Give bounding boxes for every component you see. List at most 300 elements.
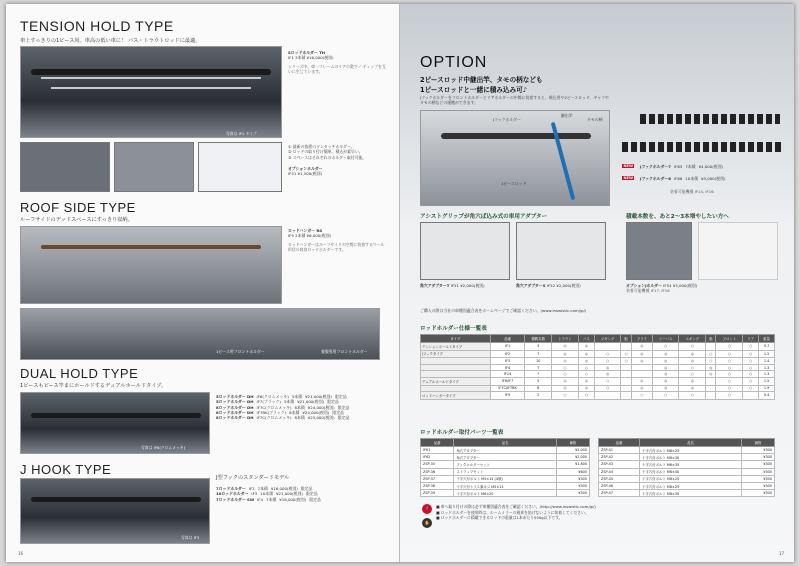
spec-cell: ○ (621, 350, 631, 358)
parts-cell: ¥1,800 (556, 461, 589, 468)
option-label-hook: Jフックホルダー (493, 117, 521, 122)
jhook-item-model: IF3 (251, 491, 258, 497)
rod-line (41, 77, 261, 79)
roofside-label-a: 1ピース用フロントホルダー (216, 349, 265, 354)
spec-cell: ○ (716, 392, 743, 400)
parts-title: ロッドホルダー取付パーツ一覧表 (420, 430, 504, 436)
new-badge: NEW (623, 176, 633, 180)
dual-photo (20, 392, 210, 454)
grip-head: アシストグリップが角穴ば込み式の車用アダプター (420, 214, 548, 220)
jhook-item-tag: 限定品 (305, 491, 318, 497)
parts-header-cell: 品名 (454, 439, 556, 447)
spec-cell: ◎ (552, 358, 579, 365)
spec-cell: ○ (706, 350, 716, 358)
parts-cell: ZSP-44 (599, 468, 640, 475)
spec-cell: ○ (679, 364, 706, 371)
table-row (599, 447, 775, 454)
spec-header-cell: フライ (631, 335, 652, 343)
extra-model: IF54 (663, 283, 672, 288)
left-page (6, 4, 400, 562)
spec-cell (706, 385, 716, 392)
spec-cell: ◎ (631, 358, 652, 365)
spec-cell: IF7C/IF7BK (490, 385, 524, 392)
tension-thumb-3 (198, 142, 282, 192)
dual-item-price: ¥24,000(税別) (307, 404, 335, 410)
right-page-number: 17 (778, 551, 784, 556)
grip-adapter-t-image (420, 222, 510, 280)
dual-item-row (216, 415, 392, 420)
spec-cell: IF3 (490, 358, 524, 365)
parts-table-right (598, 438, 775, 497)
dual-item-tag: 限定品 (337, 404, 350, 410)
roofside-title: ROOF SIDE TYPE (20, 200, 136, 215)
spec-cell: ◎ (652, 358, 679, 365)
tension-product (288, 50, 388, 61)
parts-cell: 十字穴付ボルト M6×25 (640, 447, 742, 454)
spec-header-cell: シーバス (652, 335, 679, 343)
spec-cell: Jフックタイプ (421, 350, 491, 358)
spec-header-cell: エギング (679, 335, 706, 343)
roofside-model: IF9 2本積 (288, 233, 306, 239)
table-row (599, 490, 775, 497)
spec-cell: 3 (525, 343, 552, 351)
jhook-item-price: ¥18,000(税別) (279, 496, 307, 502)
parts-cell: ¥300 (556, 482, 589, 489)
parts-cell: ¥2,000 (556, 447, 589, 454)
dual-item-model: IF7C(クロムメッキ) (256, 415, 292, 421)
spec-header-cell: リア (743, 335, 759, 343)
spec-cell (621, 364, 631, 371)
option-head-2: 1ピースロッドと一緒に積み込み可♪ (420, 86, 527, 94)
jhook-item-count: 10本積 (260, 491, 274, 497)
spec-cell: ○ (652, 343, 679, 351)
parts-cell: 十字穴付ボルト M8×25 (640, 482, 742, 489)
spec-cell: ○ (743, 385, 759, 392)
spec-header-cell: フロント (716, 335, 743, 343)
jhook-photo (20, 478, 210, 544)
spec-cell: 0.4 (759, 392, 775, 400)
option-label-front: 1ピースロッド (501, 181, 527, 186)
dual-item-tag: 限定品 (332, 409, 344, 415)
dual-photo-caption: 写真は IF6(クロムメッキ) (141, 445, 186, 450)
parts-cell: ZSP-36 (421, 468, 454, 475)
spec-cell: ◎ (578, 343, 594, 351)
jhook-photo-caption: 写真は IF3 (181, 535, 200, 540)
note-line: ■ ロッドホルダーを使用時は、ルームミラーの視界を妨げないように装着してください。 (436, 509, 589, 515)
spec-cell: 7 (525, 350, 552, 358)
catalog-spread (6, 4, 794, 562)
spec-cell: ◎ (578, 350, 594, 358)
dual-item-price: ¥21,000(税別) (305, 394, 332, 399)
spec-cell: 1.3 (759, 371, 775, 378)
spec-cell: テンションホールドタイプ (421, 343, 491, 351)
dual-item-model: IF7C(クロムメッキ) (256, 404, 292, 410)
jhook-item-tag: 限定品 (309, 496, 321, 502)
spec-cell: 0.7 (759, 343, 775, 351)
extra-fit: 装着可能機種 IF17, IF18 (626, 288, 670, 294)
option-desc: Jフックホルダーをフロントホルダーとリアホルダーの中間に装着すると、飛込用や2ピースロッド、ギャフやタモの柄などの運搬ができます。 (420, 95, 609, 106)
parts-cell: フックホルダーセット (454, 461, 556, 468)
jhook-holder-7-image (640, 114, 780, 124)
jhook-item-count: 7本積 (266, 496, 277, 502)
notes (436, 504, 776, 521)
spec-cell: ◎ (631, 343, 652, 351)
spec-cell: ◎ (679, 385, 706, 392)
spec-cell: ◎ (631, 385, 652, 392)
spec-cell: ○ (716, 364, 743, 371)
dual-item-count: 5本積 (291, 394, 303, 399)
jhook-item-price: ¥16,000(税別) (270, 486, 298, 491)
tension-model: IF1 3本積 (288, 55, 306, 61)
jhook-option-count: 7本積 (685, 164, 696, 169)
spec-cell: ○ (621, 358, 631, 365)
tension-option-price: ¥1,500(税別) (297, 171, 323, 177)
parts-cell: 十字穴付ボルト M6×20 (454, 490, 556, 497)
tension-photo (20, 46, 282, 138)
spec-cell: 1.9 (759, 385, 775, 392)
spec-cell (421, 385, 491, 392)
parts-cell: 十字穴付ボルト M5×15 (4個) (454, 475, 556, 482)
option-label-relay: 継出竿 (561, 113, 573, 118)
jhook-item-tag: 限定品 (300, 486, 313, 491)
spec-cell: ◎ (552, 385, 579, 392)
dual-item-model: IF7BK(ブラック) (256, 409, 287, 415)
jhook-item-name: 7ロッドホルダー (216, 486, 246, 491)
spec-cell: ○ (552, 371, 579, 378)
spec-cell: デュアルホールドタイプ (421, 377, 491, 385)
spec-cell: 2 (525, 392, 552, 400)
parts-cell: ZSP-35 (421, 461, 454, 468)
spec-cell: ○ (552, 392, 579, 400)
table-row (421, 475, 590, 482)
parts-cell: 十字穴付ボルト M8×30 (640, 490, 742, 497)
jhook-item-name: 10ロッドホルダー (216, 491, 249, 497)
spec-header-row (421, 335, 775, 343)
dual-item-count: 5本積 (283, 399, 295, 405)
spec-cell: ○ (652, 392, 679, 400)
hand-icon: ✋ (422, 518, 432, 528)
jhook-note: 装着可能機種 IF14, IF16 (670, 189, 714, 194)
dual-item-count: 8本積 (289, 409, 300, 415)
spec-cell: IF6/IF7 (490, 377, 524, 385)
dual-item-tag: 限定品 (337, 415, 350, 421)
grip-s-price: ¥2,000(税別) (556, 283, 581, 288)
tension-thumb-2 (114, 142, 194, 192)
spec-cell: ◎ (679, 377, 706, 385)
parts-cell: ¥300 (741, 482, 774, 489)
spec-cell: ◎ (706, 371, 716, 378)
spec-cell (743, 392, 759, 400)
spec-cell: 1.5 (759, 377, 775, 385)
spec-cell: IF14 (490, 371, 524, 378)
table-row (421, 392, 775, 400)
dual-item-price: ¥25,000(税別) (307, 415, 335, 421)
table-row (421, 454, 590, 461)
parts-cell: ¥300 (556, 475, 589, 482)
holder-bar (31, 497, 201, 502)
roofside-photo-2 (20, 308, 380, 360)
spec-cell: 10 (525, 358, 552, 365)
parts-header-cell: 品名 (640, 439, 742, 447)
parts-cell: 十字穴付トラス頭ネジ M5×15 (454, 482, 556, 489)
grip-t-price: ¥2,000(税別) (460, 283, 485, 288)
roofside-price: ¥6,000(税別) (306, 233, 332, 239)
jhook-option-item (640, 164, 726, 169)
note-line: ■ 車へ取り付けの際は必ず車種別適合表をご確認ください。(http://www.inswistic.com/jp/) (436, 504, 596, 509)
parts-cell: ¥300 (556, 490, 589, 497)
roofside-sub: ルーフサイドのデッドスペースにすっきり収納。 (20, 217, 133, 223)
spec-cell: ○ (578, 392, 594, 400)
tension-bullet: ① 最新の技術のワンタッチホルダー。 (288, 144, 355, 149)
spec-cell: ○ (743, 364, 759, 371)
extra-item-name: オプションJホルダー (626, 283, 662, 288)
roofside-product-name: ロッドハンガー RS (288, 228, 323, 233)
dual-item-model: IF6(クロムメッキ) (256, 394, 289, 399)
table-row (421, 490, 590, 497)
spec-header-cell: 品番 (490, 335, 524, 343)
spec-cell: ○ (716, 343, 743, 351)
table-row (421, 468, 590, 475)
jhook-option-model: IF65 (673, 164, 683, 169)
spec-header-cell: バス (578, 335, 594, 343)
jhook-option-price: ¥4,000(税別) (698, 164, 724, 169)
dual-item-count: 8本積 (294, 404, 305, 410)
parts-cell: ¥300 (741, 475, 774, 482)
spec-cell: ○ (743, 371, 759, 378)
extra-holder-image (698, 222, 778, 280)
spec-cell: 1.3 (759, 364, 775, 371)
grip-adapter-s-image (516, 222, 606, 280)
tension-option-name: オプションホルダー (288, 165, 323, 171)
spec-cell: ◎ (578, 385, 594, 392)
jhook-title: J HOOK TYPE (20, 462, 112, 477)
jhook-option-name: Jフックホルダー7 (640, 164, 671, 169)
parts-cell: ¥300 (741, 490, 774, 497)
jhook-item-row (216, 497, 392, 502)
spec-cell: 1.4 (759, 358, 775, 365)
spec-cell (621, 371, 631, 378)
spec-cell: ○ (552, 364, 579, 371)
dual-sub: 1ピースもピース竿まにホールドするデュアルホールドタイプ。 (20, 383, 167, 389)
spec-cell: ○ (594, 350, 621, 358)
dual-item-tag: 限定品 (334, 394, 347, 399)
tension-sub: 車上すっきりの1ピース用。車高の低い車に！ バス・トラウトロッドに最適。 (20, 38, 201, 44)
dual-item-name: 8ロッドホルダー DH (216, 404, 254, 410)
extra-car-image (626, 222, 692, 280)
spec-cell: ◎ (594, 364, 621, 371)
spec-cell: ◎ (552, 377, 579, 385)
spec-table (420, 334, 775, 400)
table-row (421, 447, 590, 454)
table-row (421, 461, 590, 468)
parts-cell: 十字穴付ボルト M8×20 (640, 475, 742, 482)
parts-cell: ¥300 (741, 468, 774, 475)
spec-header-cell: トラウト (552, 335, 579, 343)
dual-item-tag: 限定品 (327, 399, 339, 405)
spec-cell: ◎ (578, 377, 594, 385)
grip-t-model: IF51 (450, 283, 459, 288)
tension-desc: シリーズ中、車一フレームのリアの奥でノ ティップを互いに生じています。 (288, 64, 386, 75)
grip-item-s (516, 283, 606, 288)
parts-cell: ZSP-43 (599, 461, 640, 468)
option-photo (420, 110, 610, 206)
roofside-desc: ロッドハンガーはルーフサイドの空間に装着するツール形状の収容ロッドホルダーです。 (288, 242, 385, 253)
spec-cell: ○ (716, 385, 743, 392)
tension-option-model: IF51 (288, 171, 297, 177)
spec-cell: ロッドハンガータイプ (421, 392, 491, 400)
spec-cell (594, 343, 621, 351)
spec-cell (706, 343, 716, 351)
jhook-option-count: 10本積 (685, 176, 699, 181)
dual-list (216, 394, 392, 420)
spec-cell: ○ (679, 371, 706, 378)
spec-cell: ○ (594, 377, 621, 385)
roofside-product (288, 228, 388, 239)
parts-cell: ¥600 (556, 468, 589, 475)
spec-cell (621, 343, 631, 351)
spec-cell (706, 392, 716, 400)
spec-cell (621, 377, 631, 385)
spec-cell: ◎ (552, 343, 579, 351)
spec-cell: IF4 (490, 364, 524, 371)
spec-cell (631, 364, 652, 371)
parts-header-cell: 品番 (421, 439, 454, 447)
spec-cell (421, 358, 491, 365)
table-row (421, 482, 590, 489)
parts-header-cell: 価格 (741, 439, 774, 447)
spec-cell: ◎ (679, 350, 706, 358)
table-row (421, 364, 775, 371)
spec-cell (621, 385, 631, 392)
table-row (599, 482, 775, 489)
right-page (400, 4, 794, 562)
spec-title: ロッドホルダー仕様一覧表 (420, 326, 487, 332)
parts-cell: 角穴アダプター (454, 454, 556, 461)
dual-item-model: IF7(ブラック) (256, 399, 281, 405)
rod-handle (41, 245, 261, 249)
spec-cell: ○ (706, 358, 716, 365)
holder-bar (31, 69, 271, 75)
table-row (421, 371, 775, 378)
table-row (599, 461, 775, 468)
table-row (421, 385, 775, 392)
spec-cell: ◎ (552, 350, 579, 358)
table-row (421, 343, 775, 351)
spec-cell: 7 (525, 364, 552, 371)
left-page-number: 16 (18, 551, 24, 556)
spec-cell: ○ (743, 350, 759, 358)
table-row (599, 468, 775, 475)
spec-cell: ○ (743, 377, 759, 385)
spec-cell: 8 (525, 385, 552, 392)
spec-cell: 5 (525, 377, 552, 385)
parts-table-left (420, 438, 590, 497)
parts-cell: ZSP-38 (421, 482, 454, 489)
jhook-item-model: IF2 (248, 486, 255, 491)
parts-cell: ZSP-46 (599, 482, 640, 489)
spec-cell (631, 371, 652, 378)
parts-cell: IF62 (421, 454, 454, 461)
tension-bullets (288, 144, 388, 176)
spec-cell: ○ (716, 350, 743, 358)
tension-title: TENSION HOLD TYPE (20, 18, 174, 34)
jhook-sub: J型フックのスタンダードモデル (216, 475, 290, 481)
spec-cell: ○ (679, 343, 706, 351)
jhook-item-price: ¥21,000(税別) (276, 491, 303, 497)
spec-cell: ○ (679, 392, 706, 400)
dual-item-price: ¥24,000(税別) (302, 409, 330, 415)
spec-cell: ◎ (652, 350, 679, 358)
spec-cell: ◎ (578, 358, 594, 365)
spec-header-cell: ジギング (594, 335, 621, 343)
spec-cell: ◎ (631, 377, 652, 385)
jhook-option-price: ¥5,000(税別) (701, 176, 726, 181)
spec-cell: ◎ (631, 350, 652, 358)
spec-cell: ◎ (652, 364, 679, 371)
spec-cell: ○ (578, 371, 594, 378)
spec-cell: 7 (525, 371, 552, 378)
spec-cell: ◎ (706, 364, 716, 371)
parts-cell: ¥300 (741, 454, 774, 461)
spec-header-cell: 船 (706, 335, 716, 343)
spec-cell: ◎ (652, 377, 679, 385)
spec-cell (621, 392, 631, 400)
grip-item-t (420, 283, 510, 288)
tension-bullet: ② ロッドの取り付け簡単、積込が素早い。 (288, 149, 363, 155)
spec-cell: ◎ (679, 358, 706, 365)
jhook-item-name: 7ロッドホルダー SW (216, 496, 255, 502)
dual-item-count: 8本積 (294, 415, 305, 421)
rod-line (51, 87, 251, 89)
jhook-holder-10-image (622, 142, 782, 152)
hook-bar (441, 133, 591, 139)
holder-bar (31, 413, 201, 418)
spec-cell: ○ (743, 343, 759, 351)
spec-cell: ◎ (652, 385, 679, 392)
extra-head: 積載本数を、あと2〜3本増やしたい方へ (626, 214, 729, 220)
spec-cell: ○ (716, 371, 743, 378)
jhook-item-count: 7本積 (257, 486, 268, 491)
spec-cell: IF1 (490, 343, 524, 351)
spec-cell: ◎ (652, 371, 679, 378)
spec-cell (421, 371, 491, 378)
tension-photo-caption: 写真は IF1 タイプ (226, 131, 257, 136)
new-badge: NEW (623, 164, 633, 168)
parts-cell: 角穴アダプター (454, 447, 556, 454)
dual-item-name: 5ロッドホルダー DH (216, 394, 254, 399)
spec-cell: ○ (594, 358, 621, 365)
jhook-list (216, 486, 392, 502)
parts-cell: 十字穴付ボルト M6×30 (640, 454, 742, 461)
spec-cell: ○ (716, 377, 743, 385)
table-row (421, 350, 775, 358)
spec-cell: IF2 (490, 350, 524, 358)
spec-cell: ○ (578, 364, 594, 371)
tension-price: ¥16,000(税別) (306, 55, 334, 61)
parts-cell: ¥2,000 (556, 454, 589, 461)
parts-cell: ZSP-41 (599, 447, 640, 454)
jhook-option-item (640, 176, 728, 181)
parts-cell: ¥300 (741, 447, 774, 454)
parts-header-cell: 価格 (556, 439, 589, 447)
spec-header-cell: 積載本数 (525, 335, 552, 343)
spec-cell: ○ (631, 392, 652, 400)
note-line: ■ ロッドホルダーに積載できるロッドの重量は1本あたり500g以下です。 (436, 515, 563, 521)
jhook-option-model: IF66 (673, 176, 683, 181)
dual-title: DUAL HOLD TYPE (20, 366, 139, 381)
parts-cell: ZSP-47 (599, 490, 640, 497)
grip-t-name: 角穴アダプターT (420, 283, 450, 288)
